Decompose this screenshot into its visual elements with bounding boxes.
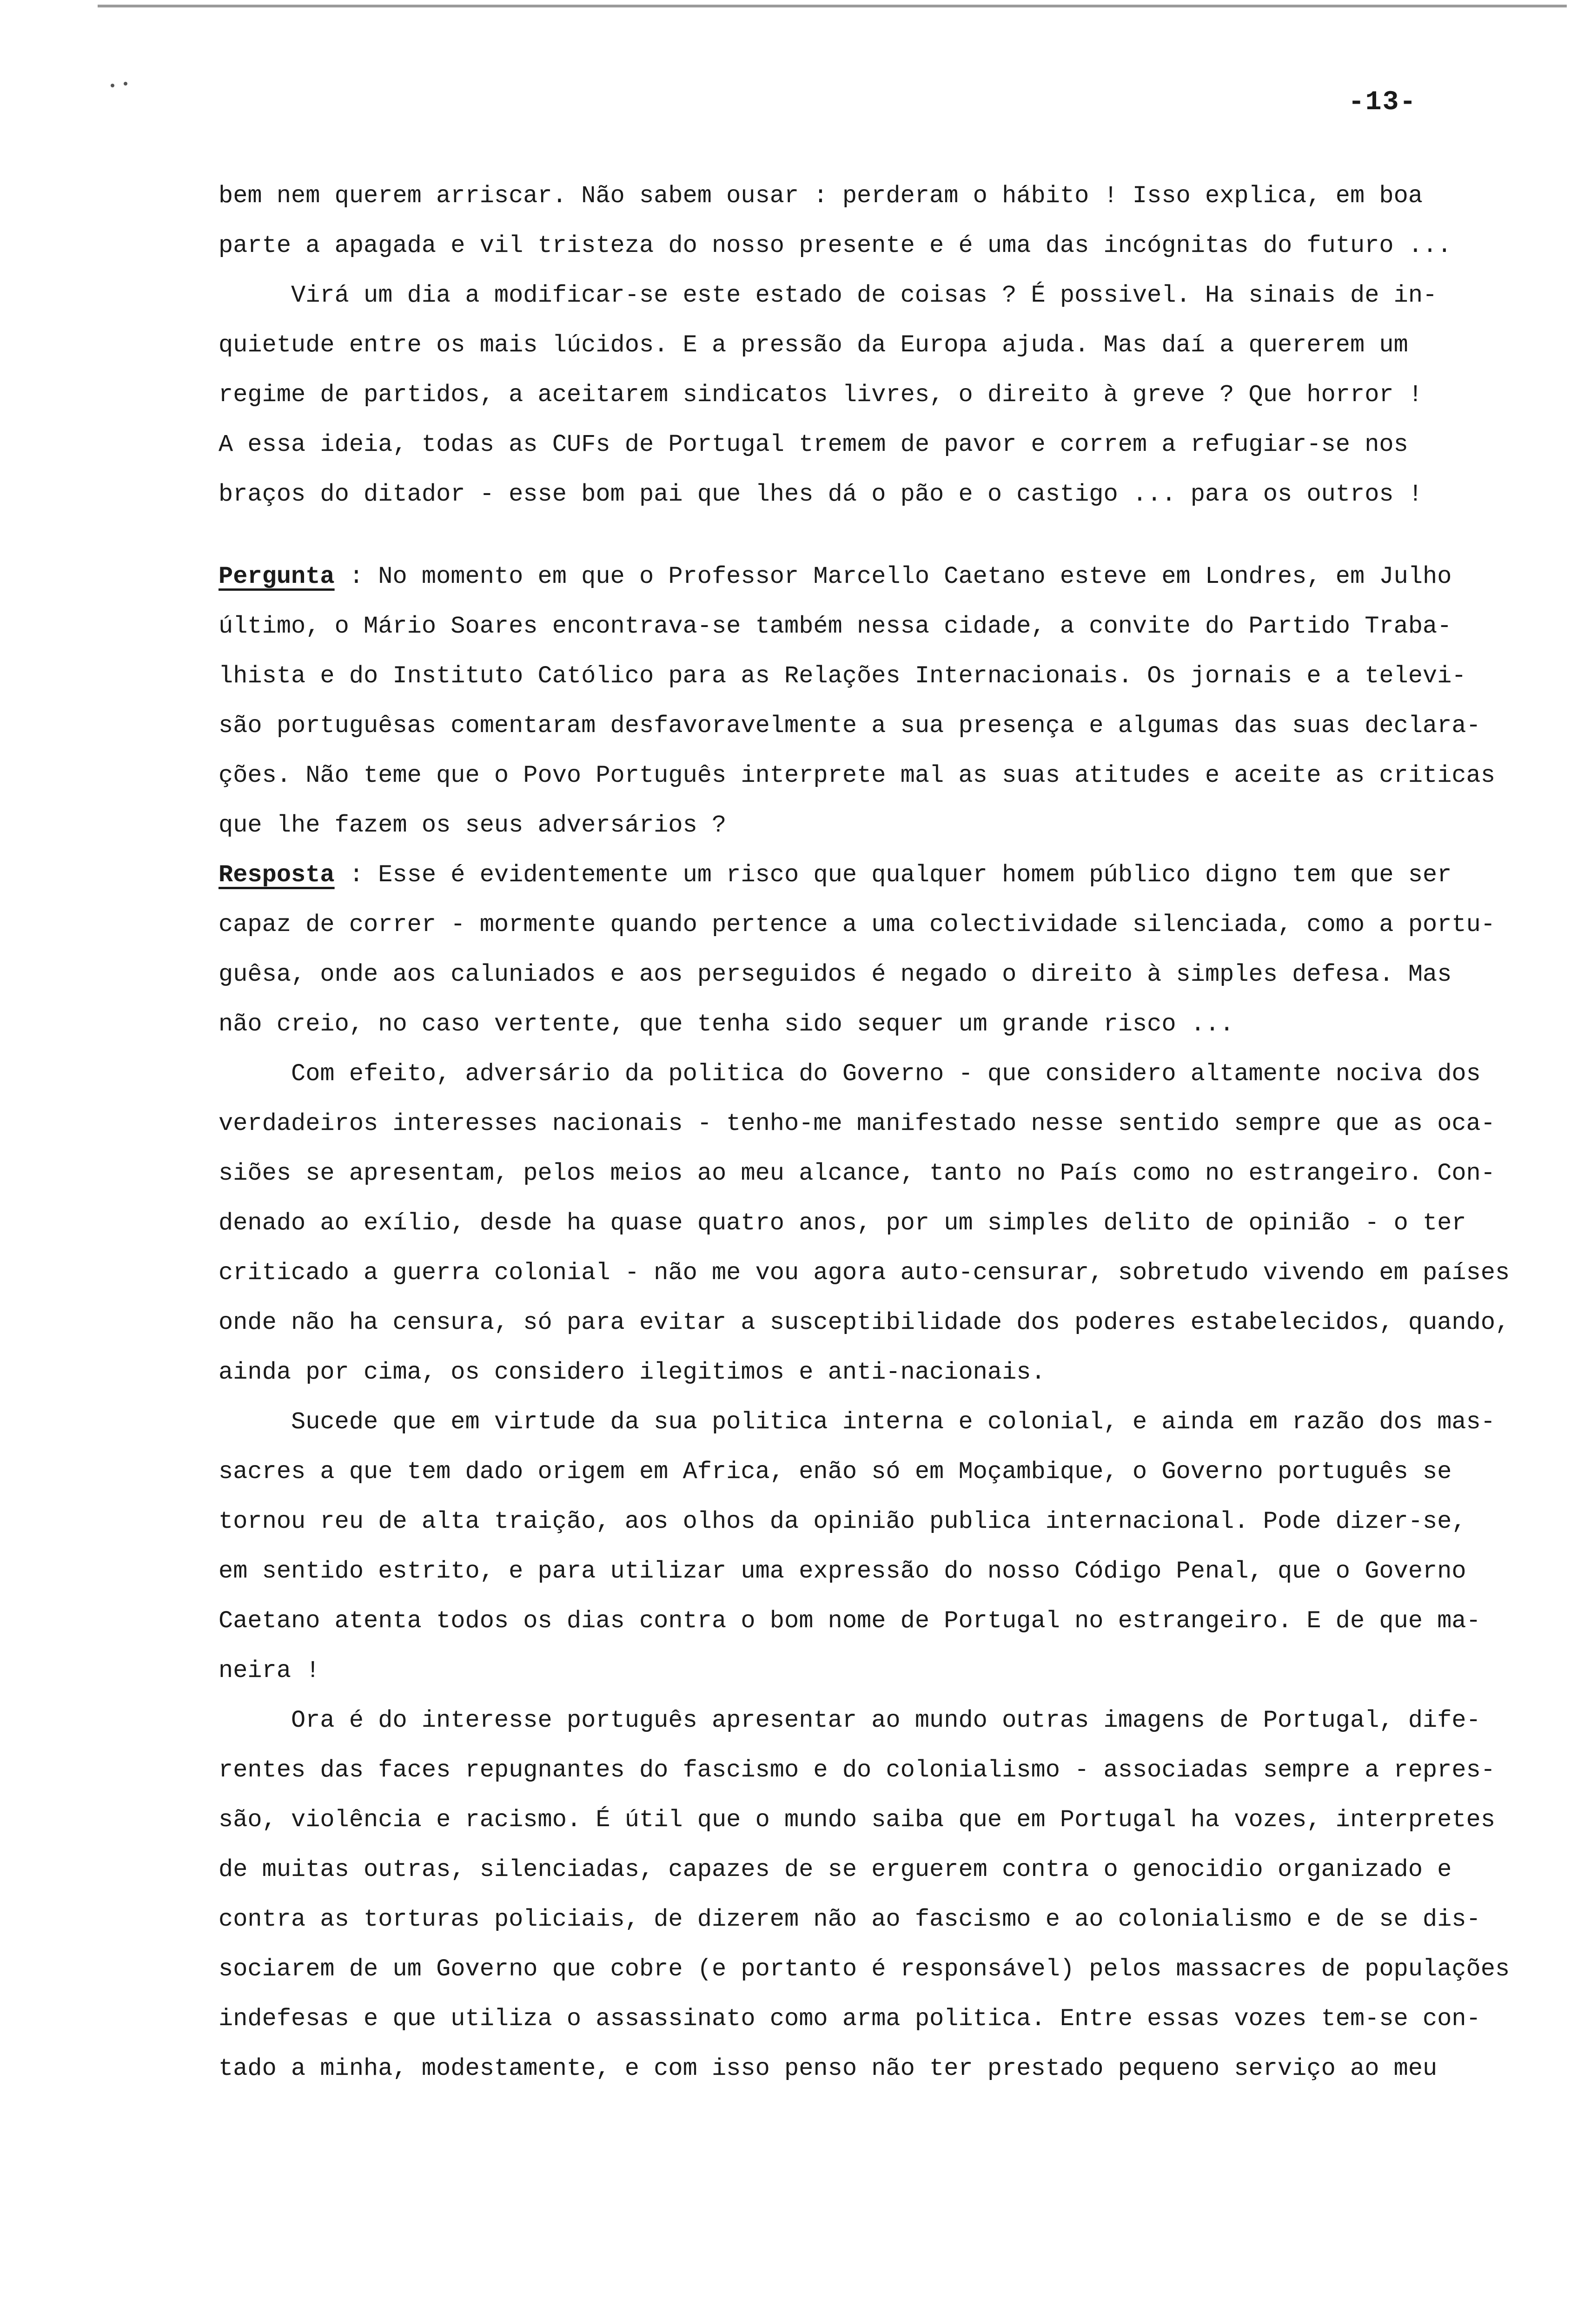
text-line: siões se apresentam, pelos meios ao meu alcance, tanto no País como no estrangeiro. Con- xyxy=(219,1160,1496,1187)
text-line: quietude entre os mais lúcidos. E a pressão da Europa ajuda. Mas daí a quererem um xyxy=(219,331,1408,359)
text-line: de muitas outras, silenciadas, capazes de se erguerem contra o genocidio organizado e xyxy=(219,1856,1452,1883)
text-line xyxy=(219,552,1516,601)
paragraph-1 xyxy=(219,171,1516,519)
text-line: parte a apagada e vil tristeza do nosso presente e é uma das incógnitas do futuro ... xyxy=(219,232,1452,259)
text-line: Com efeito, adversário da politica do Governo - que considero altamente nociva dos xyxy=(219,1060,1481,1088)
text-line: sacres a que tem dado origem em Africa, enão só em Moçambique, o Governo português se xyxy=(219,1458,1452,1486)
paragraph-2 xyxy=(219,1049,1516,1397)
text-line: rentes das faces repugnantes do fascismo e do colonialismo - associadas sempre a repres- xyxy=(219,1756,1496,1784)
body-text xyxy=(219,171,1516,2093)
text-line: tado a minha, modestamente, e com isso penso não ter prestado pequeno serviço ao meu xyxy=(219,2055,1438,2082)
text-line: onde não ha censura, só para evitar a susceptibilidade dos poderes estabelecidos, quando, xyxy=(219,1309,1510,1336)
text-line: A essa ideia, todas as CUFs de Portugal tremem de pavor e correm a refugiar-se nos xyxy=(219,431,1408,458)
text-line: lhista e do Instituto Católico para as Relações Internacionais. Os jornais e a televi- xyxy=(219,662,1466,690)
text-line: indefesas e que utiliza o assassinato como arma politica. Entre essas vozes tem-se con- xyxy=(219,2005,1481,2033)
text-line: não creio, no caso vertente, que tenha sido sequer um grande risco ... xyxy=(219,1010,1234,1038)
text-line: são portuguêsas comentaram desfavoravelmente a sua presença e algumas das suas declara- xyxy=(219,712,1481,739)
text-line: capaz de correr - mormente quando pertence a uma colectividade silenciada, como a portu- xyxy=(219,911,1496,938)
question-label: Pergunta xyxy=(219,563,335,590)
question-text-start: : No momento em que o Professor Marcello Caetano esteve em Londres, em Julho xyxy=(334,563,1452,590)
question-section xyxy=(219,552,1516,850)
answer-text-start: : Esse é evidentemente um risco que qualquer homem público digno tem que ser xyxy=(334,861,1452,889)
text-line: tornou reu de alta traição, aos olhos da opinião publica internacional. Pode dizer-se, xyxy=(219,1508,1466,1535)
text-line: Ora é do interesse português apresentar ao mundo outras imagens de Portugal, dife- xyxy=(219,1707,1481,1734)
paragraph-4 xyxy=(219,1696,1516,2093)
text-line: neira ! xyxy=(219,1657,320,1684)
text-line: denado ao exílio, desde ha quase quatro anos, por um simples delito de opinião - o ter xyxy=(219,1209,1466,1237)
text-line: criticado a guerra colonial - não me vou agora auto-censurar, sobretudo vivendo em países xyxy=(219,1259,1510,1287)
text-line: bem nem querem arriscar. Não sabem ousar : perderam o hábito ! Isso explica, em boa xyxy=(219,182,1423,210)
paragraph-3 xyxy=(219,1397,1516,1696)
text-line: Sucede que em virtude da sua politica interna e colonial, e ainda em razão dos mas- xyxy=(219,1408,1496,1436)
top-border-line xyxy=(98,5,1567,7)
text-line: ainda por cima, os considero ilegitimos e anti-nacionais. xyxy=(219,1359,1046,1386)
text-line xyxy=(219,850,1516,900)
paragraph-gap xyxy=(219,519,1516,552)
text-line: sociarem de um Governo que cobre (e portanto é responsável) pelos massacres de populações xyxy=(219,1955,1510,1983)
text-line: contra as torturas policiais, de dizerem não ao fascismo e ao colonialismo e de se dis- xyxy=(219,1906,1481,1933)
page-number: -13- xyxy=(1348,87,1417,118)
text-line: em sentido estrito, e para utilizar uma expressão do nosso Código Penal, que o Governo xyxy=(219,1558,1466,1585)
text-line: verdadeiros interesses nacionais - tenho-me manifestado nesse sentido sempre que as oca- xyxy=(219,1110,1496,1137)
text-line: guêsa, onde aos caluniados e aos perseguidos é negado o direito à simples defesa. Mas xyxy=(219,961,1452,988)
text-line: regime de partidos, a aceitarem sindicatos livres, o direito à greve ? Que horror ! xyxy=(219,381,1423,409)
text-line: braços do ditador - esse bom pai que lhes dá o pão e o castigo ... para os outros ! xyxy=(219,481,1423,508)
text-line: ções. Não teme que o Povo Português interprete mal as suas atitudes e aceite as criticas xyxy=(219,762,1496,789)
text-line: Caetano atenta todos os dias contra o bom nome de Portugal no estrangeiro. E de que ma- xyxy=(219,1607,1481,1635)
text-line: Virá um dia a modificar-se este estado de coisas ? É possivel. Ha sinais de in- xyxy=(219,282,1438,309)
text-line: último, o Mário Soares encontrava-se também nessa cidade, a convite do Partido Traba- xyxy=(219,613,1452,640)
text-line: são, violência e racismo. É útil que o mundo saiba que em Portugal ha vozes, interpretes xyxy=(219,1806,1496,1834)
scan-speck xyxy=(124,82,127,86)
text-line: que lhe fazem os seus adversários ? xyxy=(219,812,727,839)
answer-label: Resposta xyxy=(219,861,335,889)
scan-speck xyxy=(111,84,114,87)
answer-section xyxy=(219,850,1516,1049)
